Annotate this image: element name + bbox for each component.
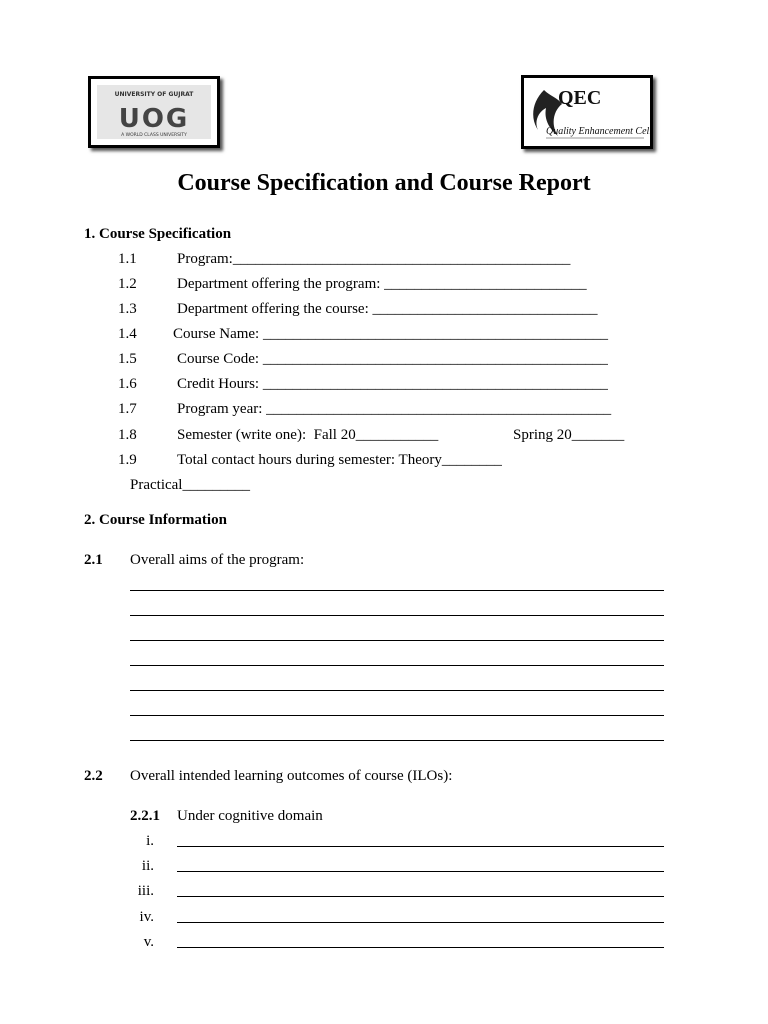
practical-field: Practical_________	[130, 477, 250, 493]
item-1-7-field: Program year: ______________________________________________	[177, 401, 612, 417]
ilo-answer-line	[177, 922, 664, 923]
qec-logo	[521, 75, 653, 149]
aims-answer-line	[130, 590, 664, 591]
uog-logo	[88, 76, 220, 148]
item-1-3-field: Department offering the course: ______________________________	[177, 301, 598, 317]
ilo-answer-line	[177, 846, 664, 847]
item-2-1-number: 2.1	[84, 552, 103, 568]
ilo-roman-numeral: i.	[146, 833, 154, 849]
uog-logo-text-bottom: A WORLD CLASS UNIVERSITY	[121, 133, 187, 138]
item-2-2-1-label: Under cognitive domain	[177, 808, 323, 824]
item-1-6-field: Credit Hours: ______________________________________________	[177, 376, 608, 392]
uog-logo-graphic	[91, 79, 217, 145]
section1-heading: 1. Course Specification	[84, 226, 232, 242]
aims-answer-line	[130, 715, 664, 716]
item-1-9-field: Total contact hours during semester: Theory________	[177, 452, 502, 468]
item-1-7-number: 1.7	[118, 401, 137, 417]
ilo-roman-numeral: iii.	[137, 883, 154, 899]
item-1-1-number: 1.1	[118, 251, 137, 267]
item-1-8-number: 1.8	[118, 427, 137, 443]
uog-logo-text-top: UNIVERSITY OF GUJRAT	[114, 91, 194, 98]
ilo-answer-line	[177, 896, 664, 897]
aims-answer-line	[130, 690, 664, 691]
qec-logo-text-bottom: Quality Enhancement Cell	[546, 126, 650, 137]
ilo-roman-numeral: v.	[143, 934, 154, 950]
qec-logo-text-main: QEC	[558, 87, 602, 109]
item-2-2-1-number: 2.2.1	[130, 808, 160, 824]
item-1-3-number: 1.3	[118, 301, 137, 317]
item-1-8-fall-field: Semester (write one): Fall 20___________	[177, 427, 439, 443]
item-2-2-number: 2.2	[84, 768, 103, 784]
item-1-5-number: 1.5	[118, 351, 137, 367]
ilo-answer-line	[177, 871, 664, 872]
item-1-2-field: Department offering the program: ___________________________	[177, 276, 587, 292]
ilo-roman-numeral: iv.	[139, 909, 154, 925]
item-2-1-label: Overall aims of the program:	[130, 552, 305, 568]
uog-logo-text-main: UOG	[118, 104, 190, 134]
section2-heading: 2. Course Information	[84, 512, 227, 528]
item-1-1-field: Program:_____________________________________________	[177, 251, 571, 267]
ilo-answer-line	[177, 947, 664, 948]
ilo-roman-numeral: ii.	[141, 858, 154, 874]
item-1-9-number: 1.9	[118, 452, 137, 468]
item-1-2-number: 1.2	[118, 276, 137, 292]
aims-answer-line	[130, 640, 664, 641]
document-title: Course Specification and Course Report	[177, 170, 591, 196]
aims-answer-line	[130, 615, 664, 616]
item-1-6-number: 1.6	[118, 376, 137, 392]
aims-answer-line	[130, 665, 664, 666]
item-1-4-field: Course Name: ______________________________________________	[173, 326, 608, 342]
qec-logo-graphic	[524, 78, 650, 146]
aims-answer-line	[130, 740, 664, 741]
item-1-5-field: Course Code: ______________________________________________	[177, 351, 608, 367]
item-2-2-label: Overall intended learning outcomes of course (ILOs):	[130, 768, 453, 784]
item-1-4-number: 1.4	[118, 326, 137, 342]
item-1-8-spring-field: Spring 20_______	[513, 427, 625, 443]
